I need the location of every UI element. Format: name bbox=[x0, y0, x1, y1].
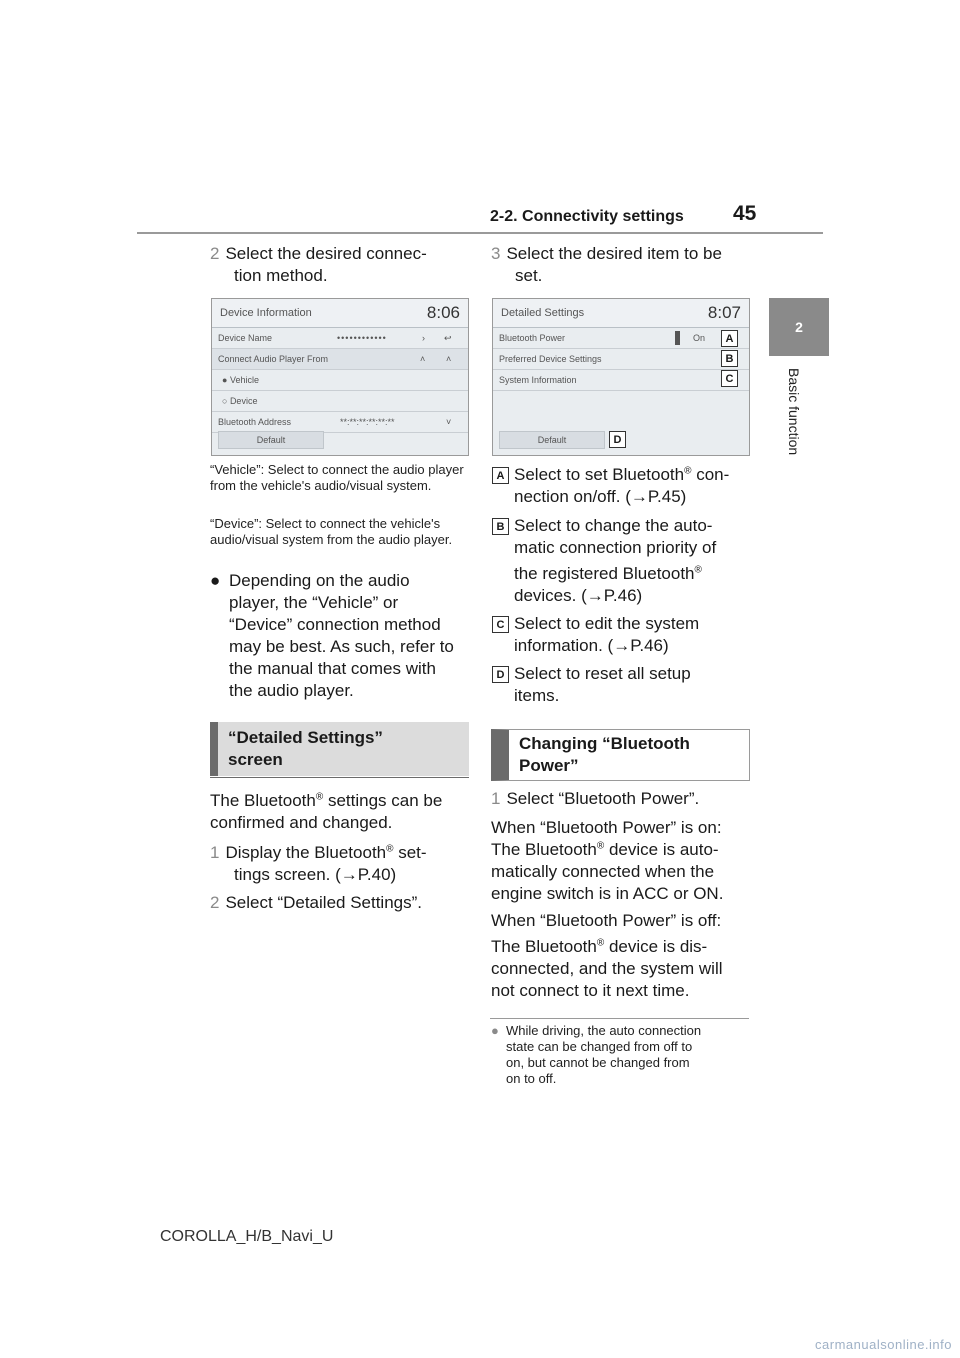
intro-paragraph: The Bluetooth® settings can be confirmed and changed. bbox=[210, 791, 443, 832]
toggle-indicator bbox=[675, 331, 680, 345]
detailed-settings-heading: “Detailed Settings” screen bbox=[210, 722, 469, 776]
chapter-tab: 2 bbox=[769, 298, 829, 356]
header-divider bbox=[137, 232, 823, 234]
scroll-up-icon[interactable]: ˄ bbox=[446, 354, 452, 364]
radio-selected-icon: ● bbox=[222, 375, 230, 385]
screen-clock: 8:06 bbox=[426, 303, 460, 322]
radio-icon: ○ bbox=[222, 396, 230, 406]
step-1-select-bluetooth-power: 1 Select “Bluetooth Power”. bbox=[491, 789, 700, 808]
item-d: D Select to reset all setup items. bbox=[492, 663, 754, 707]
item-letter: D bbox=[492, 666, 509, 683]
device-name-value: •••••••••••• bbox=[337, 333, 387, 343]
step-2-select-detailed: 2 Select “Detailed Settings”. bbox=[210, 893, 423, 912]
item-a: A Select to set Bluetooth® con- nection on/off. (→P.45) bbox=[492, 464, 754, 508]
device-option[interactable]: ○ Device bbox=[212, 391, 468, 412]
heading-underline bbox=[210, 777, 469, 778]
step-number: 2 bbox=[210, 244, 220, 263]
caption-device: “Device”: Select to connect the vehicle's audio/visual system from the audio player. bbox=[210, 516, 453, 547]
driving-note: ● While driving, the auto connection state can be changed from off to on, but cannot be changed from on to off. bbox=[491, 1023, 702, 1086]
page-number: 45 bbox=[733, 202, 757, 225]
device-information-screen bbox=[211, 298, 469, 456]
step-1-display-settings: 1 Display the Bluetooth® set- tings screen. (→P.40) bbox=[210, 843, 427, 884]
detailed-settings-screen bbox=[492, 298, 750, 456]
connect-audio-player-row[interactable]: Connect Audio Player From ˄ ˄ bbox=[212, 349, 468, 370]
default-button[interactable]: Default bbox=[218, 431, 324, 449]
screen-header bbox=[212, 299, 468, 328]
device-name-row[interactable]: Device Name •••••••••••• › ↩ bbox=[212, 328, 468, 349]
item-letter: B bbox=[492, 518, 509, 535]
caption-vehicle: “Vehicle”: Select to connect the audio player from the vehicle's audio/visual system. bbox=[210, 462, 464, 493]
watermark: carmanualsonline.info bbox=[815, 1337, 952, 1352]
chevron-right-icon: › bbox=[422, 333, 425, 343]
chapter-label: Basic function bbox=[786, 368, 802, 456]
note-divider bbox=[490, 1018, 749, 1019]
changing-bluetooth-power-heading: Changing “Bluetooth Power” bbox=[491, 729, 750, 781]
item-letter: C bbox=[492, 616, 509, 633]
screen-header bbox=[493, 299, 749, 328]
step-3-select-item: 3 Select the desired item to be set. bbox=[491, 244, 722, 285]
bullet-note: ● Depending on the audio player, the “Vehicle” or “Device” connection method may be best. As such, refer to the manual that comes with the audio player. bbox=[210, 571, 454, 700]
screen-title: Device Information bbox=[220, 307, 312, 319]
default-button[interactable]: Default bbox=[499, 431, 605, 449]
section-title: 2-2. Connectivity settings bbox=[490, 208, 684, 225]
step-2-connection-method: 2 Select the desired connec- tion method. bbox=[210, 244, 427, 285]
chevron-up-icon: ˄ bbox=[420, 354, 426, 364]
power-on-paragraph: When “Bluetooth Power” is on: The Bluetooth® device is auto- matically connected when the engine switch is in ACC or ON. bbox=[491, 818, 724, 903]
screen-title: Detailed Settings bbox=[501, 307, 585, 319]
bluetooth-address-row: Bluetooth Address **:**:**:**:**:** ˅ bbox=[212, 412, 468, 433]
bluetooth-power-row[interactable]: Bluetooth Power On bbox=[493, 328, 749, 349]
scroll-down-icon[interactable]: ˅ bbox=[446, 417, 452, 427]
system-information-row[interactable]: System Information bbox=[493, 370, 749, 391]
bullet-icon: ● bbox=[210, 571, 221, 590]
vehicle-option[interactable]: ● Vehicle bbox=[212, 370, 468, 391]
callout-c: C bbox=[721, 370, 738, 387]
footer-model-code: COROLLA_H/B_Navi_U bbox=[160, 1228, 334, 1245]
callout-b: B bbox=[721, 350, 738, 367]
item-letter: A bbox=[492, 467, 509, 484]
screen-clock: 8:07 bbox=[707, 303, 741, 322]
callout-a: A bbox=[721, 330, 738, 347]
bluetooth-power-status: On bbox=[693, 333, 706, 343]
preferred-device-settings-row[interactable]: Preferred Device Settings bbox=[493, 349, 749, 370]
note-bullet-icon: ● bbox=[491, 1023, 499, 1038]
power-off-paragraph: When “Bluetooth Power” is off: The Bluetooth® device is dis- connected, and the system will not connect to it next time. bbox=[491, 911, 723, 1000]
item-c: C Select to edit the system information. (→P.46) bbox=[492, 613, 754, 657]
back-icon[interactable]: ↩ bbox=[444, 332, 452, 343]
address-value: **:**:**:**:**:** bbox=[340, 417, 395, 427]
item-b: B Select to change the auto- matic connection priority of the registered Bluetooth® devices. (→P.46) bbox=[492, 515, 754, 607]
callout-d: D bbox=[609, 431, 626, 448]
